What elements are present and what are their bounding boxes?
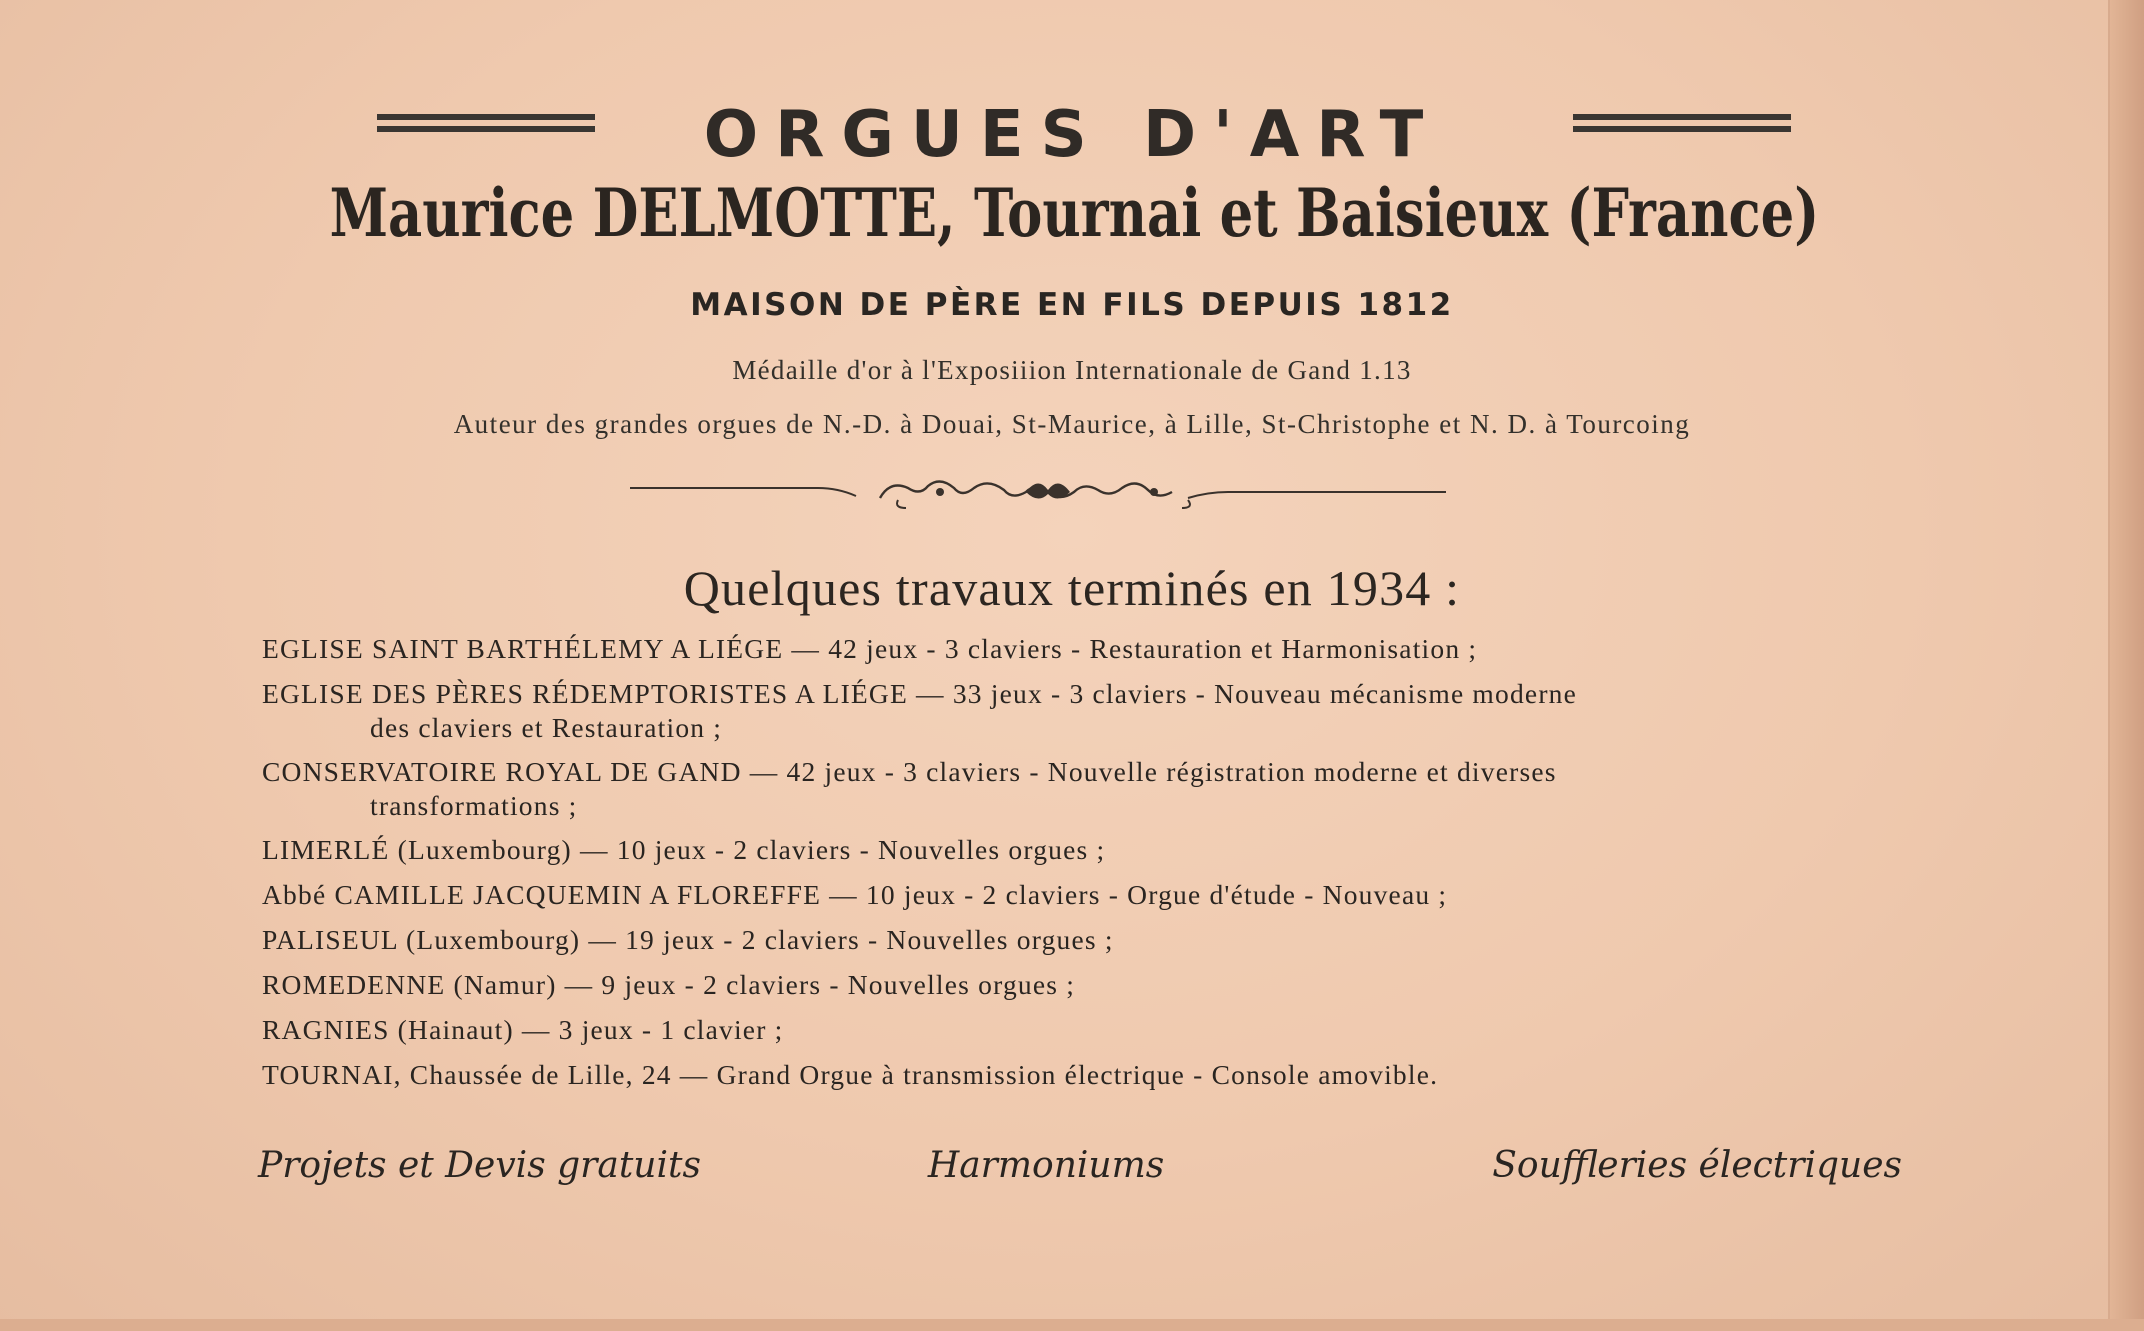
- author-line: Auteur des grandes orgues de N.-D. à Douai, St-Maurice, à Lille, St-Christophe et N. D. à Tourcoing: [453, 409, 1691, 439]
- footer-quotes: Projets et Devis gratuits: [258, 1145, 701, 1186]
- list-item: [262, 1013, 1902, 1047]
- page-title: ORGUES D'ART: [703, 98, 1441, 172]
- card-edge-right: [2108, 0, 2144, 1331]
- list-item: [262, 1058, 1902, 1092]
- work-line: Abbé CAMILLE JACQUEMIN A FLOREFFE — 10 jeux - 2 claviers - Orgue d'étude - Nouveau ;: [262, 879, 1448, 910]
- work-line: EGLISE SAINT BARTHÉLEMY A LIÉGE — 42 jeux - 3 claviers - Restauration et Harmonisation ;: [262, 633, 1478, 664]
- list-item: [262, 632, 1902, 666]
- footer-blowers: Souffleries électriques: [1492, 1145, 1902, 1186]
- work-line: LIMERLÉ (Luxembourg) — 10 jeux - 2 claviers - Nouvelles orgues ;: [262, 834, 1106, 865]
- list-item: [262, 833, 1902, 867]
- work-line: ROMEDENNE (Namur) — 9 jeux - 2 claviers - Nouvelles orgues ;: [262, 969, 1076, 1000]
- footer-row: [258, 1136, 1902, 1196]
- work-line: TOURNAI, Chaussée de Lille, 24 — Grand Orgue à transmission électrique - Console amovible.: [262, 1059, 1439, 1090]
- list-item: [262, 968, 1902, 1002]
- work-line-continued: transformations ;: [370, 790, 578, 821]
- works-heading: Quelques travaux terminés en 1934 :: [683, 560, 1461, 616]
- work-line: EGLISE DES PÈRES RÉDEMPTORISTES A LIÉGE — 33 jeux - 3 claviers - Nouveau mécanisme moderne: [262, 678, 1578, 709]
- list-item: [262, 755, 1902, 823]
- list-item: [262, 923, 1902, 957]
- work-line: CONSERVATOIRE ROYAL DE GAND — 42 jeux - 3 claviers - Nouvelle régistration moderne et diverses: [262, 756, 1557, 787]
- footer-harmoniums: Harmoniums: [927, 1145, 1165, 1186]
- card-edge-bottom: [0, 1319, 2144, 1331]
- medal-line: Médaille d'or à l'Exposiiion Internationale de Gand 1.13: [732, 355, 1412, 385]
- list-item: [262, 878, 1902, 912]
- works-list: [262, 632, 1902, 1103]
- work-line: PALISEUL (Luxembourg) — 19 jeux - 2 claviers - Nouvelles orgues ;: [262, 924, 1114, 955]
- title-row: [0, 100, 2144, 170]
- ornament-divider: [628, 470, 1446, 520]
- double-rule-right: [1573, 114, 1791, 144]
- list-item: [262, 677, 1902, 745]
- work-line-continued: des claviers et Restauration ;: [370, 712, 723, 743]
- company-name: Maurice DELMOTTE, Tournai et Baisieux (France): [329, 174, 1820, 252]
- work-line: RAGNIES (Hainaut) — 3 jeux - 1 clavier ;: [262, 1014, 784, 1045]
- tagline: MAISON DE PÈRE EN FILS DEPUIS 1812: [690, 287, 1454, 323]
